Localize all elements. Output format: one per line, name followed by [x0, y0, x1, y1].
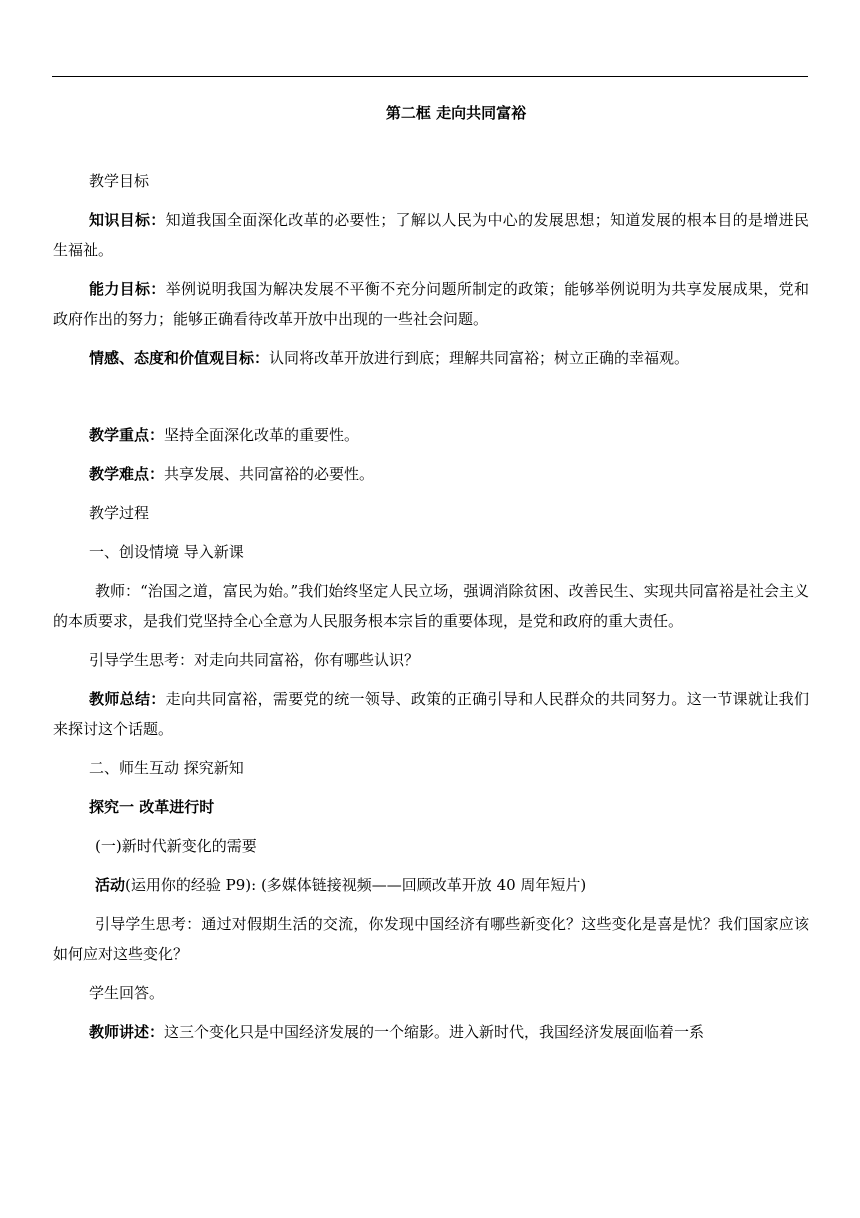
process-heading: 教学过程	[89, 504, 150, 522]
difficult-label: 教学难点：	[89, 465, 165, 483]
activity-label: 活动	[95, 876, 126, 894]
guide-think-2: 引导学生思考：通过对假期生活的交流，你发现中国经济有哪些新变化？这些变化是喜是忧？我们国家应该如何应对这些变化？	[53, 915, 809, 963]
key-text: 坚持全面深化改革的重要性。	[164, 426, 360, 444]
activity-text: (运用你的经验 P9): (多媒体链接视频——回顾改革开放 40 周年短片)	[125, 876, 587, 894]
knowledge-text: 知道我国全面深化改革的必要性；了解以人民为中心的发展思想；知道发展的根本目的是增进民生福祉。	[53, 211, 809, 259]
activity	[53, 870, 809, 900]
teacher-summary	[53, 684, 809, 744]
knowledge-objective	[53, 205, 809, 265]
lecture-label: 教师讲述：	[89, 1023, 165, 1041]
header-rule	[52, 76, 808, 77]
guide-think-1: 引导学生思考：对走向共同富裕，你有哪些认识？	[89, 651, 420, 669]
part1-heading: 一、创设情境 导入新课	[89, 543, 244, 561]
difficult-point	[53, 459, 809, 489]
lecture-text: 这三个变化只是中国经济发展的一个缩影。进入新时代，我国经济发展面临着一系	[164, 1023, 705, 1041]
emotion-label: 情感、态度和价值观目标：	[89, 349, 270, 367]
summary-text: 走向共同富裕，需要党的统一领导、政策的正确引导和人民群众的共同努力。这一节课就让我们来探讨这个话题。	[53, 690, 809, 738]
teacher-lecture	[53, 1017, 809, 1047]
key-label: 教学重点：	[89, 426, 165, 444]
key-point	[53, 420, 809, 450]
knowledge-label: 知识目标：	[89, 211, 166, 229]
emotion-text: 认同将改革开放进行到底；理解共同富裕；树立正确的幸福观。	[269, 349, 690, 367]
student-answer: 学生回答。	[89, 984, 165, 1002]
difficult-text: 共享发展、共同富裕的必要性。	[164, 465, 375, 483]
summary-label: 教师总结：	[89, 690, 166, 708]
explore1-heading: 探究一 改革进行时	[89, 798, 215, 816]
objectives-heading: 教学目标	[89, 172, 150, 190]
document-body	[53, 98, 809, 1056]
part2-heading: 二、师生互动 探究新知	[89, 759, 244, 777]
emotion-objective	[53, 343, 809, 373]
teacher-intro: 教师：“治国之道，富民为始。”我们始终坚定人民立场，强调消除贫困、改善民生、实现共同富裕是社会主义的本质要求，是我们党坚持全心全意为人民服务根本宗旨的重要体现，是党和政府的重大责任。	[53, 582, 809, 630]
ability-label: 能力目标：	[89, 280, 166, 298]
ability-text: 举例说明我国为解决发展不平衡不充分问题所制定的政策；能够举例说明为共享发展成果，党和政府作出的努力；能够正确看待改革开放中出现的一些社会问题。	[53, 280, 809, 328]
document-title: 第二框 走向共同富裕	[385, 104, 527, 122]
sub1-heading: (一)新时代新变化的需要	[95, 837, 257, 855]
ability-objective	[53, 274, 809, 334]
